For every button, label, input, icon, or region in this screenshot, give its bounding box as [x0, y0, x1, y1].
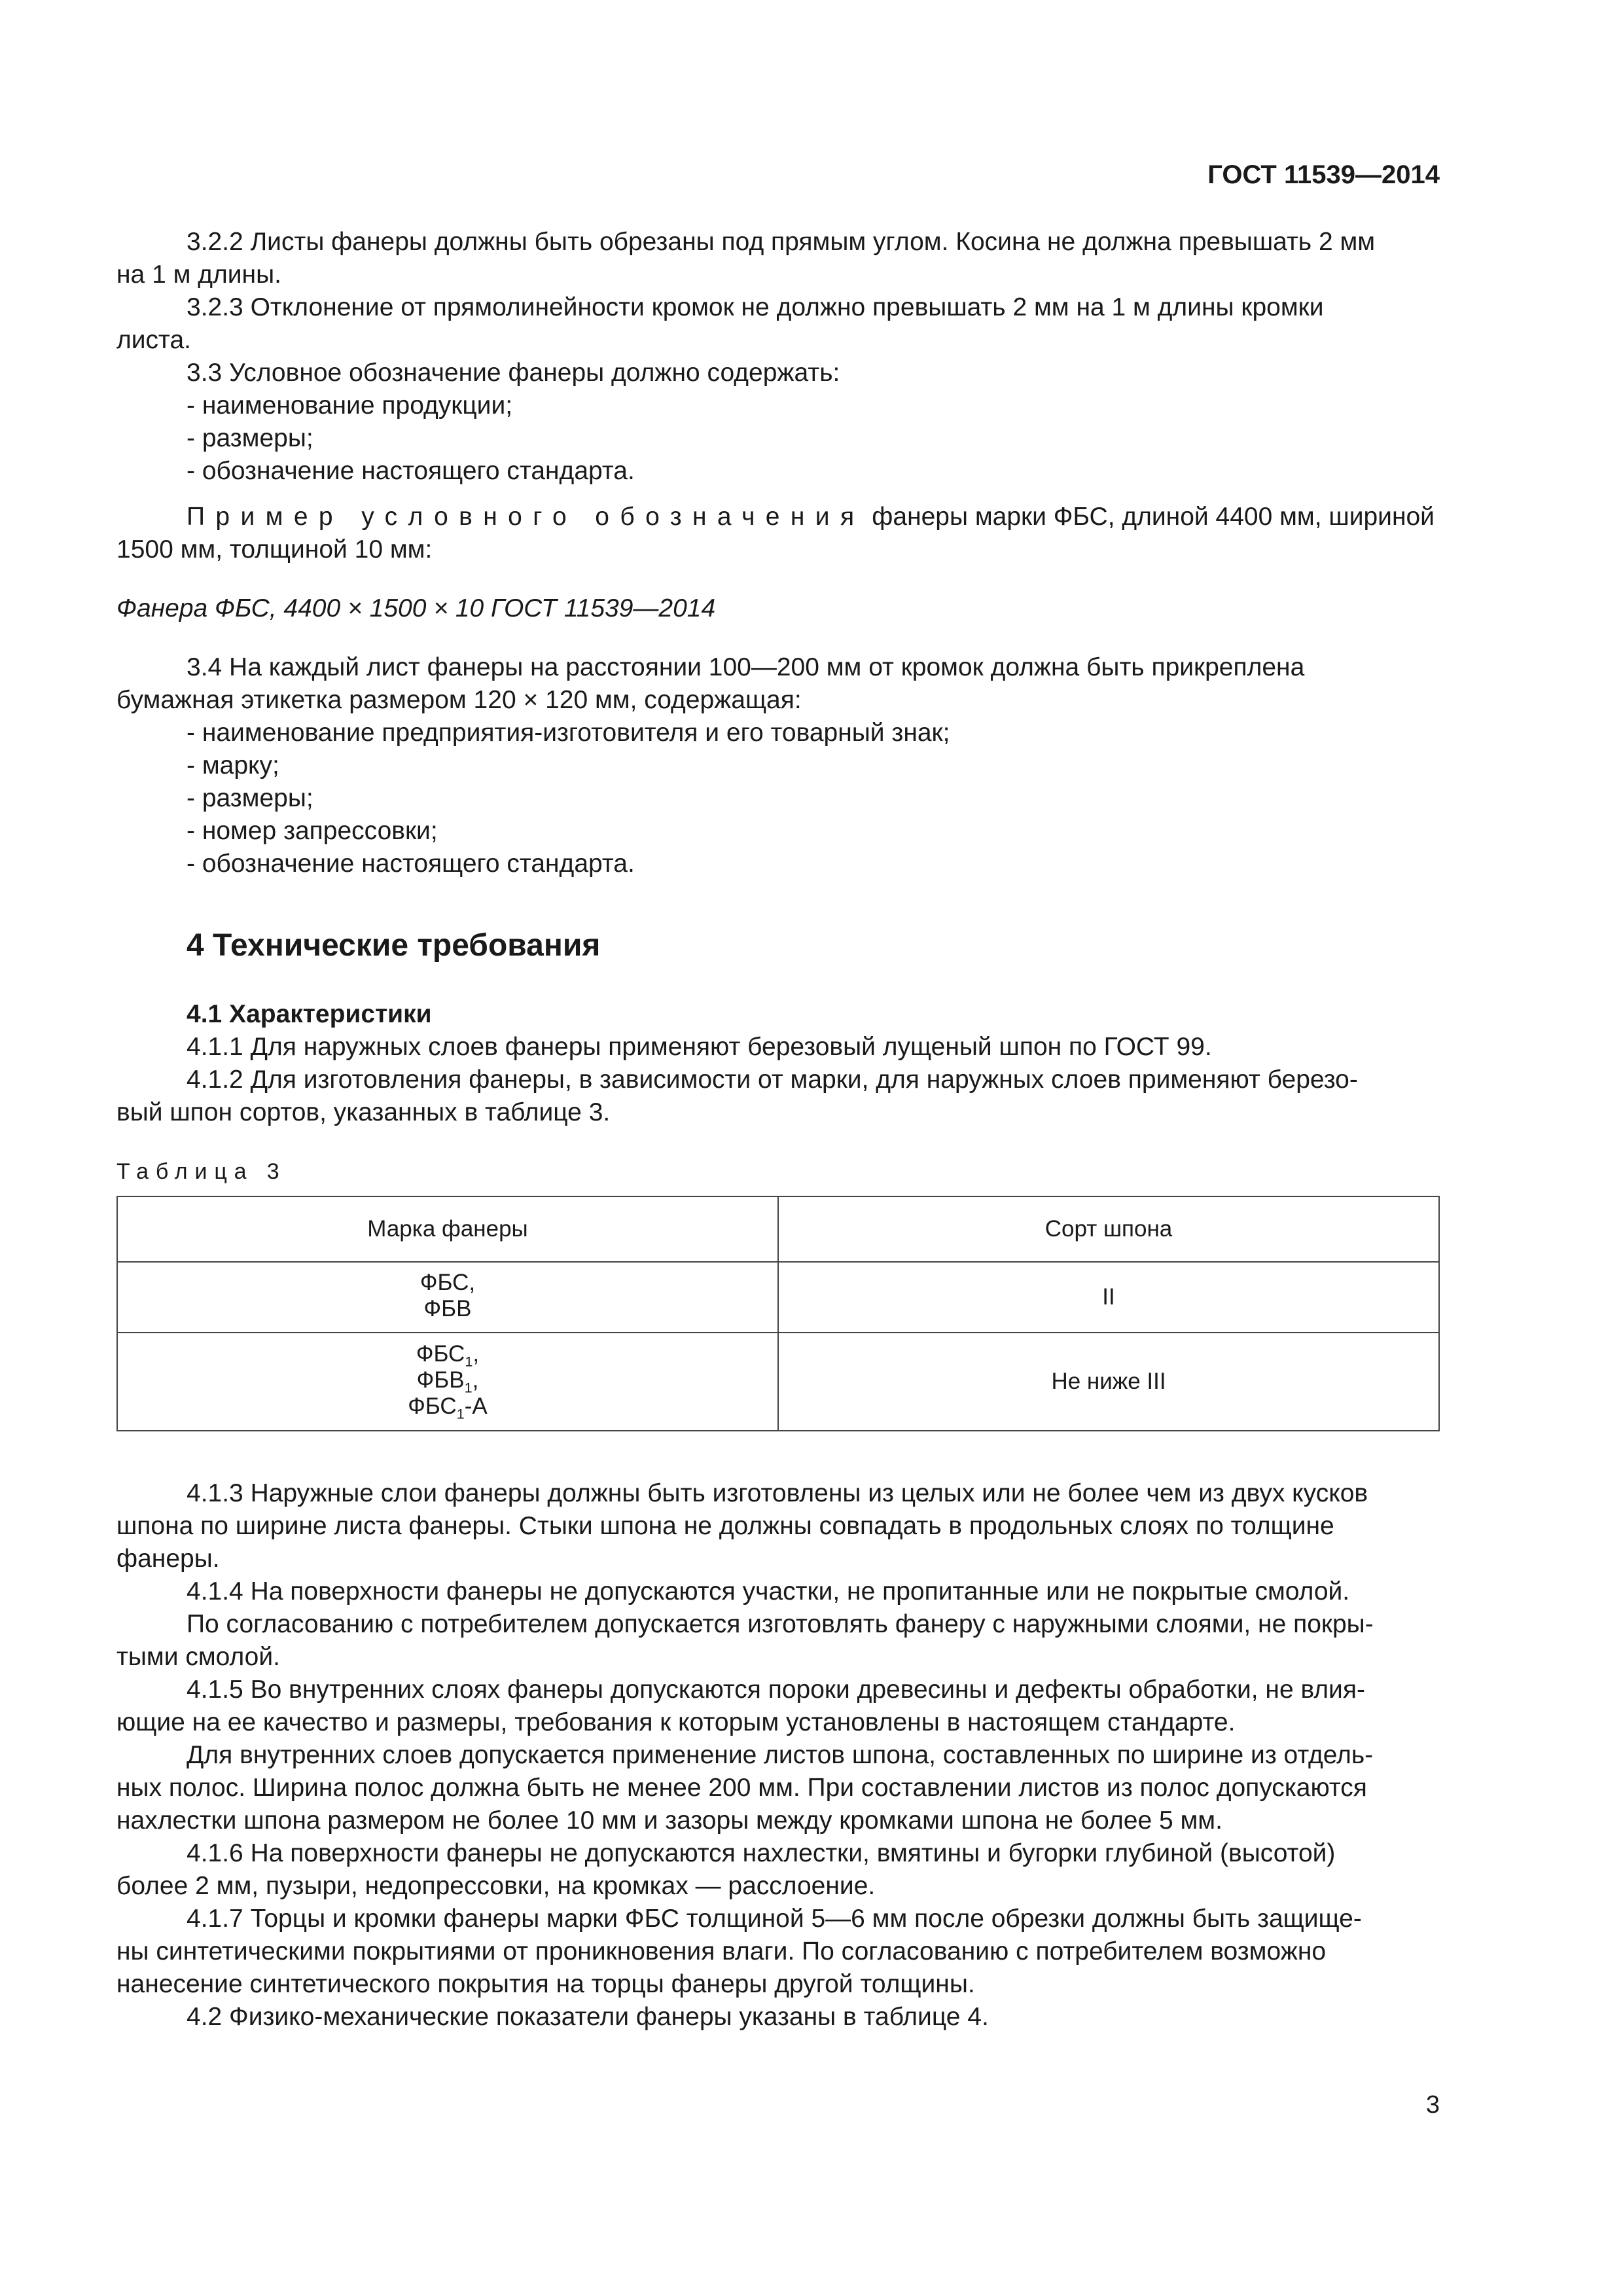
paragraph-4-1-2	[116, 1064, 1440, 1129]
designation-example	[116, 501, 1440, 625]
section-heading-4-1: 4.1 Характеристики	[187, 1000, 432, 1028]
cell-line: $ФБС_1$,	[416, 1340, 480, 1370]
paragraph-4-1-6	[116, 1837, 1440, 1903]
text-line: 1500 мм, толщиной 10 мм:	[116, 535, 433, 564]
paragraph-3-2-2	[116, 226, 1440, 291]
text-line: 3.2.3 Отклонение от прямолинейности кромок не должно превышать 2 мм на 1 м длины кромки	[187, 293, 1324, 321]
paragraph-4-1-7	[116, 1903, 1440, 2001]
list-item: - наименование продукции;	[187, 391, 513, 420]
text-line: 3.3 Условное обозначение фанеры должно содержать:	[187, 359, 840, 387]
text-line: 4.1.3 Наружные слои фанеры должны быть изготовлены из целых или не более чем из двух кусков	[187, 1479, 1368, 1507]
text-line: шпона по ширине листа фанеры. Стыки шпона не должны совпадать в продольных слоях по толщине	[116, 1512, 1334, 1540]
text-line: более 2 мм, пузыри, недопрессовки, на кромках — расслоение.	[116, 1872, 876, 1900]
table-cell	[117, 1333, 778, 1431]
paragraph-3-4	[116, 651, 1440, 880]
table-cell: Не ниже III	[778, 1333, 1439, 1431]
text-line: вый шпон сортов, указанных в таблице 3.	[116, 1098, 611, 1126]
list-item: - номер запрессовки;	[187, 817, 438, 845]
text-line: 4.1.2 Для изготовления фанеры, в зависимости от марки, для наружных слоев применяют березо-	[187, 1066, 1358, 1094]
list-item: - марку;	[187, 751, 279, 780]
page-number: 3	[1425, 2091, 1440, 2119]
table-3	[116, 1196, 1440, 1431]
text-line: тыми смолой.	[116, 1643, 280, 1671]
text-line: По согласованию с потребителем допускается изготовлять фанеру с наружными слоями, не покры-	[187, 1610, 1374, 1638]
paragraph-4-1-3	[116, 1477, 1440, 1575]
list-item: - наименование предприятия-изготовителя и его товарный знак;	[187, 719, 950, 747]
text-line: 4.1.7 Торцы и кромки фанеры марки ФБС толщиной 5—6 мм после обрезки должны быть защище-	[187, 1905, 1362, 1933]
list-item: - размеры;	[187, 784, 313, 812]
cell-line: ФБВ	[423, 1295, 472, 1321]
table-cell: II	[778, 1262, 1439, 1333]
text-line: 3.4 На каждый лист фанеры на расстоянии 100—200 мм от кромок должна быть прикреплена	[187, 653, 1305, 681]
text-line: бумажная этикетка размером 120 × 120 мм, содержащая:	[116, 686, 802, 714]
table-row	[117, 1262, 1439, 1333]
text-line: ны синтетическими покрытиями от проникновения влаги. По согласованию с потребителем возможно	[116, 1937, 1327, 1965]
document-code-header: ГОСТ 11539—2014	[1207, 160, 1440, 189]
paragraph-4-1-4	[116, 1575, 1440, 1674]
text-line: 4.1.6 На поверхности фанеры не допускаются нахлестки, вмятины и бугорки глубиной (высотой)	[187, 1839, 1336, 1867]
text-line: ных полос. Ширина полос должна быть не менее 200 мм. При составлении листов из полос допускаются	[116, 1774, 1367, 1802]
table-header-row	[117, 1196, 1439, 1262]
text-line: фанеры.	[116, 1545, 220, 1573]
paragraph-3-3	[116, 357, 1440, 488]
text-line: Для внутренних слоев допускается применение листов шпона, составленных по ширине из отдель-	[187, 1741, 1374, 1769]
cell-line: $ФБВ_1$,	[416, 1367, 479, 1396]
cell-line: ФБС,	[419, 1269, 476, 1295]
paragraph-4-2: 4.2 Физико-механические показатели фанеры указаны в таблице 4.	[187, 2003, 989, 2031]
example-label: Пример условного обозначения	[187, 503, 865, 531]
paragraph-4-1-1: 4.1.1 Для наружных слоев фанеры применяют березовый лущеный шпон по ГОСТ 99.	[187, 1033, 1212, 1061]
table-cell	[117, 1262, 778, 1333]
text-line: листа.	[116, 326, 191, 354]
list-item: - размеры;	[187, 424, 313, 452]
table-row	[117, 1333, 1439, 1431]
text-line: ющие на ее качество и размеры, требования к которым установлены в настоящем стандарте.	[116, 1708, 1236, 1736]
text-line: на 1 м длины.	[116, 260, 281, 289]
paragraph-4-1-5	[116, 1674, 1440, 1837]
paragraph-3-2-3	[116, 291, 1440, 357]
cell-line: $ФБС_1-А$	[408, 1393, 488, 1422]
text-line: нанесение синтетического покрытия на торцы фанеры другой толщины.	[116, 1970, 975, 1998]
designation-formula: Фанера ФБС, 4400 × 1500 × 10 ГОСТ 11539—2014	[116, 594, 716, 622]
example-text: фанеры марки ФБС, длиной 4400 мм, шириной	[865, 503, 1435, 531]
list-item: - обозначение настоящего стандарта.	[187, 457, 635, 485]
list-item: - обозначение настоящего стандарта.	[187, 850, 635, 878]
page-content	[116, 226, 1440, 2034]
table-caption: Таблица 3	[116, 1159, 287, 1184]
column-header: Сорт шпона	[778, 1196, 1439, 1262]
column-header: Марка фанеры	[117, 1196, 778, 1262]
text-line	[116, 501, 1440, 533]
text-line: 3.2.2 Листы фанеры должны быть обрезаны под прямым углом. Косина не должна превышать 2 мм	[187, 228, 1376, 256]
text-line: 4.1.4 На поверхности фанеры не допускаются участки, не пропитанные или не покрытые смолой.	[187, 1577, 1350, 1605]
text-line: 4.1.5 Во внутренних слоях фанеры допускаются пороки древесины и дефекты обработки, не влия-	[187, 1676, 1365, 1704]
text-line: нахлестки шпона размером не более 10 мм и зазоры между кромками шпона не более 5 мм.	[116, 1806, 1222, 1835]
section-heading-4: 4 Технические требования	[187, 928, 601, 963]
